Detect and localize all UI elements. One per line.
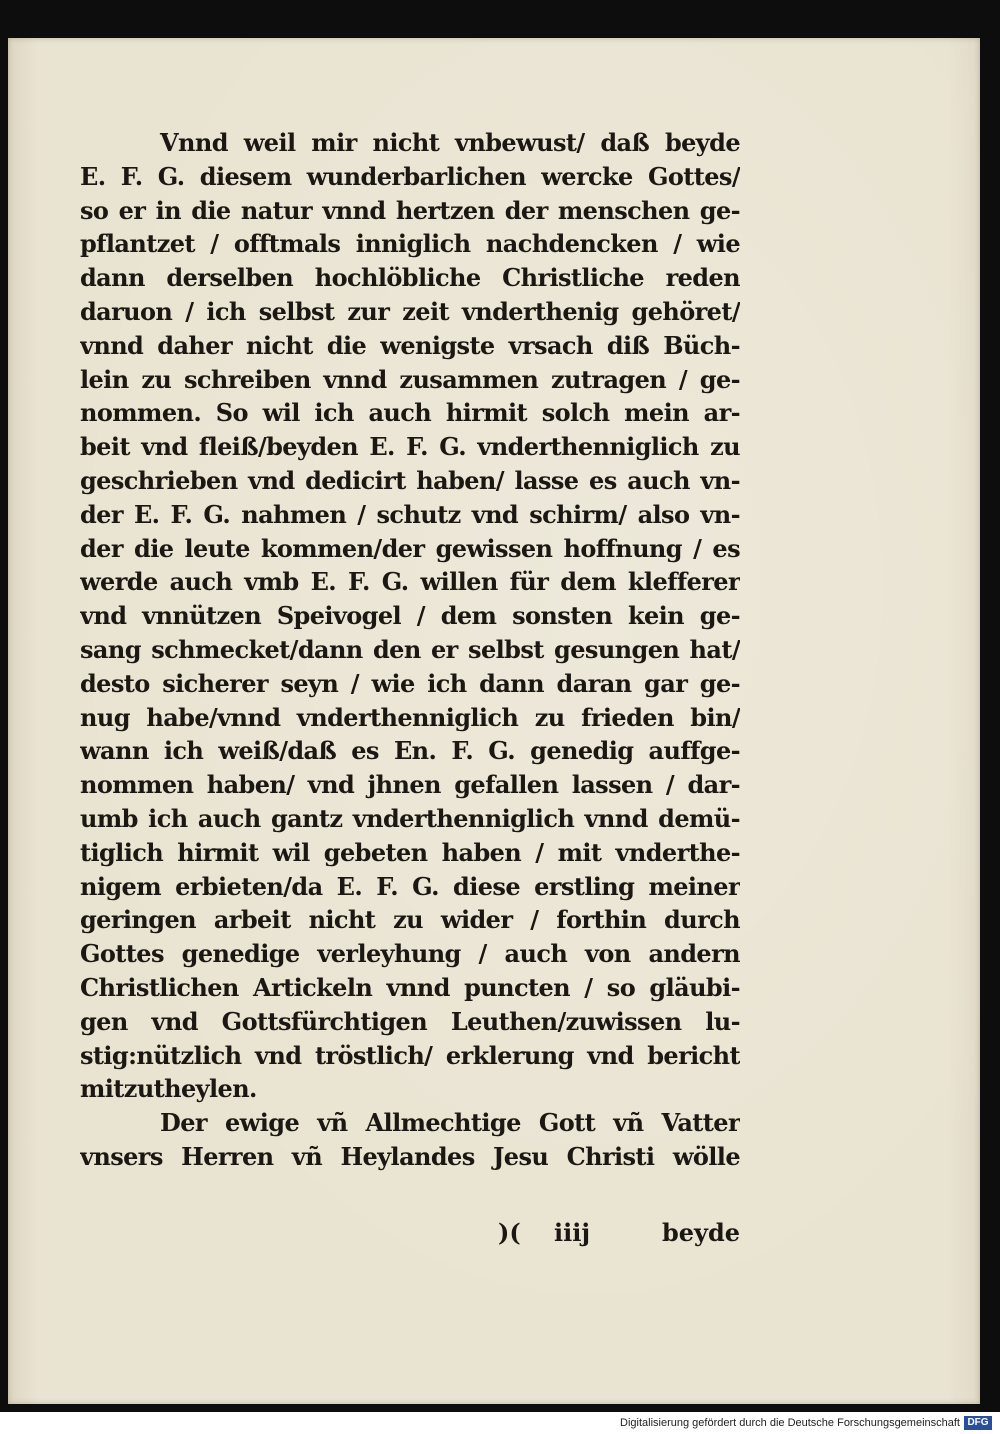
text-line: werde auch vmb E. F. G. willen für dem klefferer xyxy=(80,567,740,597)
footer-bar xyxy=(0,1412,1000,1434)
text-line: nigem erbieten/da E. F. G. diese erstling meiner xyxy=(80,871,740,901)
scanned-page xyxy=(8,38,980,1404)
dfg-logo-icon: DFG xyxy=(964,1416,992,1430)
text-line: daruon / ich selbst zur zeit vnderthenig gehöret/ xyxy=(80,296,740,326)
text-line: lein zu schreiben vnnd zusammen zutragen / ge- xyxy=(80,364,740,394)
text-line: umb ich auch gantz vnderthenniglich vnnd demü- xyxy=(80,803,740,833)
text-line: Gottes genedige verleyhung / auch von andern xyxy=(80,939,740,969)
text-line: vnd vnnützen Speivogel / dem sonsten kein ge- xyxy=(80,601,740,631)
text-line: mitzutheylen. xyxy=(80,1074,257,1104)
text-line: stig:nützlich vnd tröstlich/ erklerung vnd bericht xyxy=(80,1040,740,1070)
funding-credit: Digitalisierung gefördert durch die Deutsche Forschungsgemeinschaft xyxy=(620,1417,960,1429)
text-line: der E. F. G. nahmen / schutz vnd schirm/ also vn- xyxy=(80,499,740,529)
text-line: gen vnd Gottsfürchtigen Leuthen/zuwissen lu- xyxy=(80,1006,740,1036)
text-line: beit vnd fleiß/beyden E. F. G. vnderthenniglich zu xyxy=(80,432,740,462)
folio-number: iiij xyxy=(554,1218,591,1247)
text-line: geringen arbeit nicht zu wider / forthin durch xyxy=(80,905,740,935)
text-line: pflantzet / offtmals inniglich nachdencken / wie xyxy=(80,229,740,259)
text-line: wann ich weiß/daß es En. F. G. genedig auffge- xyxy=(80,736,740,766)
text-line: Vnnd weil mir nicht vnbewust/ daß beyde xyxy=(160,128,740,157)
text-line: tiglich hirmit wil gebeten haben / mit vnderthe- xyxy=(80,837,740,867)
text-line: vnsers Herren vñ Heylandes Jesu Christi wölle xyxy=(80,1141,740,1171)
signature-mark: )( xyxy=(498,1218,521,1247)
text-line: der die leute kommen/der gewissen hoffnung / es xyxy=(80,533,740,563)
text-line: so er in die natur vnnd hertzen der menschen ge- xyxy=(80,195,740,225)
text-line: Der ewige vñ Allmechtige Gott vñ Vatter xyxy=(160,1108,740,1138)
text-line: dann derselben hochlöbliche Christliche reden xyxy=(80,263,740,293)
text-line: nug habe/vnnd vnderthenniglich zu frieden bin/ xyxy=(80,702,740,732)
catchword: beyde xyxy=(661,1218,740,1247)
text-line: nommen haben/ vnd jhnen gefallen lassen / dar- xyxy=(80,770,740,800)
text-line: E. F. G. diesem wunderbarlichen wercke Gottes/ xyxy=(80,161,740,191)
text-line: geschrieben vnd dedicirt haben/ lasse es auch vn- xyxy=(80,465,740,495)
text-line: vnnd daher nicht die wenigste vrsach diß Büch- xyxy=(80,330,740,360)
body-text xyxy=(80,126,740,1174)
text-line: Christlichen Artickeln vnnd puncten / so gläubi- xyxy=(80,972,740,1002)
catchline xyxy=(498,1216,740,1250)
text-line: nommen. So wil ich auch hirmit solch mein ar- xyxy=(80,398,740,428)
text-line: sang schmecket/dann den er selbst gesungen hat/ xyxy=(80,634,740,664)
text-line: desto sicherer seyn / wie ich dann daran gar ge- xyxy=(80,668,740,698)
